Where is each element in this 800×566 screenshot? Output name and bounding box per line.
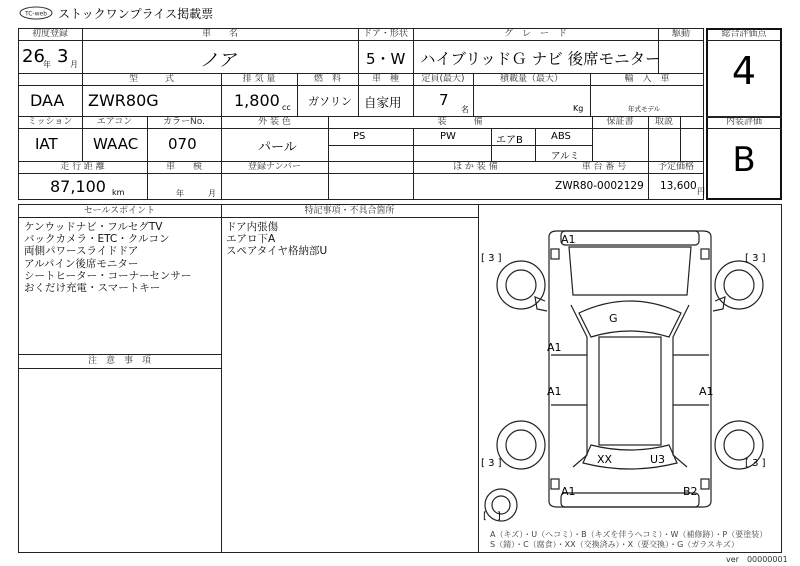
list-item: アルパイン後席モニター	[24, 257, 139, 270]
label-planned-price: 予定価格	[657, 162, 694, 172]
displacement: 1,800	[234, 91, 280, 110]
list-item: バックカメラ・ETC・クルコン	[24, 233, 170, 246]
spare-mark: [ ]	[483, 511, 501, 522]
grade: ハイブリッドＧ ナビ 後席モニター	[420, 50, 661, 68]
tire-mark-front-right: [ 3 ]	[745, 253, 766, 264]
list-item: エアロ下A	[226, 233, 276, 246]
label-exterior-color: 外 装 色	[258, 117, 291, 127]
label-first-reg: 初度登録	[31, 29, 68, 39]
year-unit: 年	[43, 60, 51, 69]
exterior-color: パール	[258, 140, 297, 155]
price-unit: 円	[697, 187, 705, 196]
label-overall-score: 総合評価点	[721, 29, 767, 39]
color-no: 070	[168, 135, 197, 153]
first-reg-year: 26	[22, 46, 45, 67]
label-aircon: エアコン	[96, 117, 133, 127]
label-plate: 登録ナンバー	[248, 162, 301, 172]
label-mission: ミッション	[27, 117, 73, 127]
first-reg-month: 3	[57, 46, 69, 67]
label-drive: 駆動	[671, 29, 690, 39]
issues-list	[226, 221, 327, 258]
list-item: ドア内張傷	[226, 221, 279, 233]
mark-left-front-door: A1	[547, 341, 562, 354]
inspection-month-unit: 月	[208, 189, 216, 198]
interior-score: B	[732, 140, 756, 180]
list-item: ケンウッドナビ・フルセグTV	[24, 221, 163, 233]
equip-abs: ABS	[551, 131, 571, 142]
sales-points-list	[24, 221, 191, 294]
mark-rear-right: U3	[650, 453, 666, 466]
inspection-year-unit: 年	[176, 189, 184, 198]
label-sales-points: セールスポイント	[83, 206, 156, 216]
logo-text: TC-web	[24, 10, 48, 18]
label-color-no: カラーNo.	[163, 117, 205, 127]
list-item: おくだけ充電・スマートキー	[24, 282, 161, 295]
mark-windshield: G	[609, 312, 618, 325]
door-shape: 5・W	[366, 50, 406, 68]
label-manual: 取説	[654, 117, 673, 127]
displacement-unit: cc	[282, 103, 291, 112]
fuel: ガソリン	[308, 95, 352, 108]
category: 自家用	[364, 95, 402, 110]
label-grade: グ レ ー ド	[503, 29, 567, 39]
tire-mark-rear-left: [ 3 ]	[481, 458, 502, 469]
tire-mark-front-left: [ 3 ]	[481, 253, 502, 264]
label-import: 輸 入 車	[624, 74, 670, 84]
model-code: ZWR80G	[88, 91, 159, 110]
label-model: 型 式	[128, 74, 174, 84]
label-other-equip: ほ か 装 備	[453, 162, 498, 172]
mileage: 87,100	[50, 177, 106, 196]
label-load: 積載量（最大）	[499, 74, 563, 84]
mark-rear-bumper-left: A1	[561, 485, 576, 498]
legend-line-1: A（キズ）・U（ヘコミ）・B（キズを伴うヘコミ）・W（補修跡）・P（要塗装）	[490, 530, 768, 539]
label-displacement: 排 気 量	[242, 74, 276, 84]
label-chassis-no: 車 台 番 号	[581, 162, 627, 172]
label-category: 車 種	[371, 74, 399, 84]
equip-ps: PS	[353, 131, 366, 142]
mark-rear-bumper-right: B2	[683, 485, 698, 498]
label-door-shape: ドア・形状	[363, 29, 408, 39]
load-unit: Kg	[573, 104, 584, 113]
label-inspection: 車 検	[165, 162, 202, 172]
label-capacity: 定員(最大)	[421, 74, 465, 84]
list-item: 両側パワースライドドア	[24, 245, 139, 258]
label-warranty: 保証書	[606, 117, 634, 127]
chassis-no: ZWR80-0002129	[555, 180, 644, 192]
mark-rear-left: XX	[597, 453, 613, 466]
tc-web-logo	[18, 4, 54, 22]
list-item: スペアタイヤ格納部U	[226, 245, 328, 258]
mark-front-bumper: A1	[561, 233, 576, 246]
tire-mark-rear-right: [ 3 ]	[745, 458, 766, 469]
capacity: 7	[439, 91, 449, 109]
equip-alloy: アルミ	[551, 151, 580, 162]
version-label: ver 00000001	[726, 555, 788, 564]
label-mileage: 走 行 距 離	[60, 162, 105, 172]
aircon: WAAC	[93, 135, 139, 153]
label-fuel: 燃 料	[313, 74, 341, 84]
car-name: ノア	[200, 50, 236, 71]
label-notes-issues: 特記事項・不具合箇所	[304, 206, 395, 216]
damage-diagram	[479, 205, 781, 552]
mileage-unit: km	[112, 188, 125, 197]
equip-airbag: エアB	[496, 135, 523, 146]
label-interior-score: 内装評価	[725, 117, 762, 127]
label-caution: 注 意 事 項	[87, 356, 151, 366]
legend-line-2: S（錆）・C（腐食）・XX（交換済み）・X（要交換）・G（ガラスキズ）	[490, 540, 739, 549]
mission: IAT	[35, 135, 58, 153]
page-title: ストックワンプライス掲載票	[58, 7, 214, 21]
label-equipment: 装 備	[437, 117, 483, 127]
import-unit: 年式モデル	[628, 105, 661, 113]
planned-price: 13,600	[660, 180, 697, 192]
label-car-name: 車 名	[201, 29, 238, 39]
equip-pw: PW	[440, 131, 456, 142]
month-unit: 月	[70, 60, 78, 69]
overall-score: 4	[731, 49, 757, 93]
capacity-unit: 名	[461, 105, 469, 114]
model-prefix: DAA	[30, 91, 65, 110]
mark-right-rear-door: A1	[699, 385, 714, 398]
mark-left-rear-door: A1	[547, 385, 562, 398]
list-item: シートヒーター・コーナーセンサー	[24, 269, 192, 282]
